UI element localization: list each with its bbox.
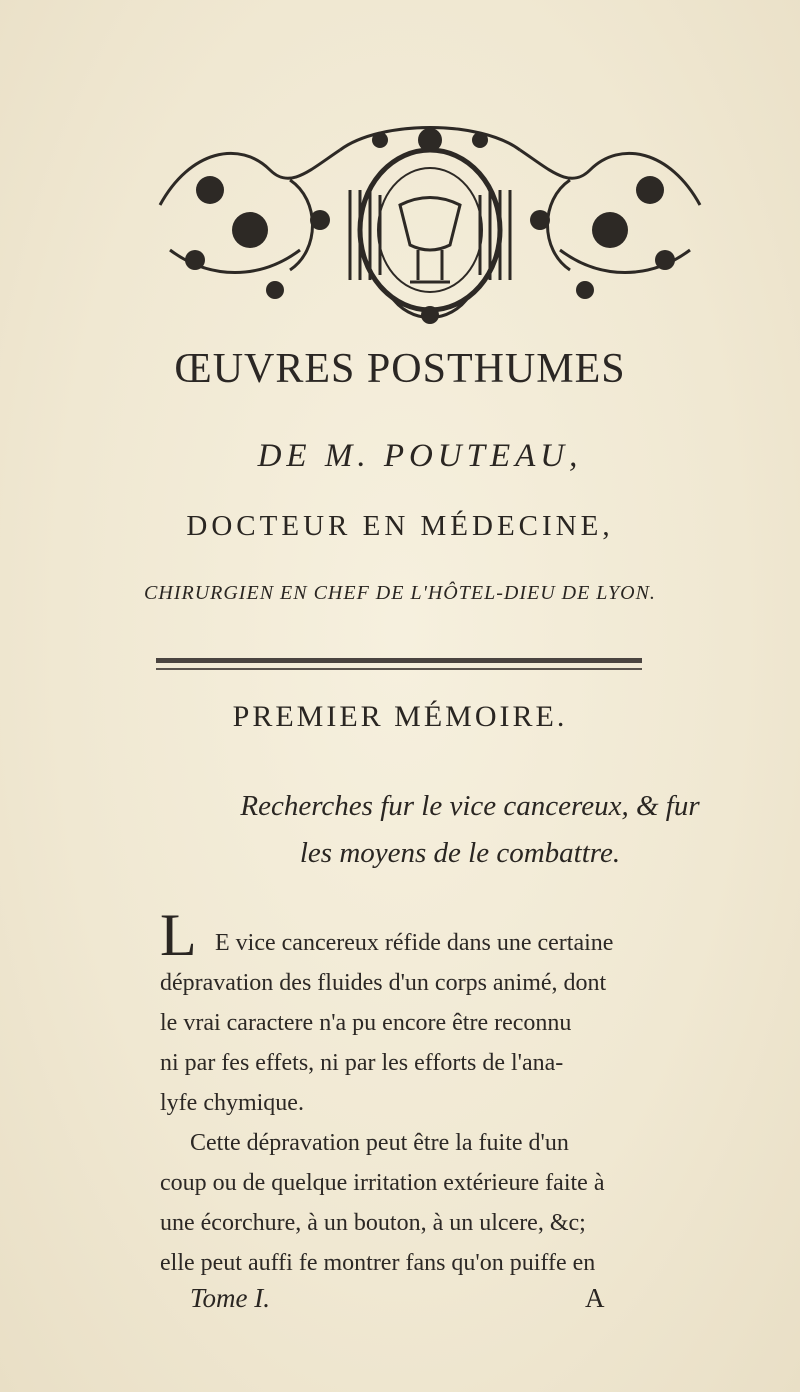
footer-signature: A — [585, 1283, 605, 1313]
title-degree: DOCTEUR EN MÉDECINE, — [186, 510, 614, 542]
body-line: dépravation des fluides d'un corps animé, dont — [160, 970, 607, 996]
footer-tome: Tome I. — [190, 1283, 271, 1313]
body-line: le vrai caractere n'a pu encore être reconnu — [160, 1010, 572, 1036]
body-line: lyfe chymique. — [160, 1090, 304, 1116]
body-line: coup ou de quelque irritation extérieure faite à — [160, 1170, 605, 1196]
divider-thin — [156, 668, 642, 670]
floral-ornament-icon — [150, 110, 710, 330]
section-heading: PREMIER MÉMOIRE. — [232, 700, 568, 733]
subtitle-line-1: Recherches fur le vice cancereux, & fur — [240, 790, 700, 822]
body-line: elle peut auffi fe montrer fans qu'on puiffe en — [160, 1250, 596, 1276]
body-line: E vice cancereux réfide dans une certaine — [215, 930, 614, 956]
title-position: CHIRURGIEN EN CHEF DE L'HÔTEL-DIEU DE LYON. — [144, 582, 656, 604]
divider-thick — [156, 658, 642, 663]
body-line: ni par fes effets, ni par les efforts de l'ana- — [160, 1050, 564, 1076]
body-line: une écorchure, à un bouton, à un ulcere, &c; — [160, 1210, 586, 1236]
subtitle-line-2: les moyens de le combattre. — [299, 837, 621, 869]
drop-cap: L — [160, 902, 197, 968]
body-line: Cette dépravation peut être la fuite d'un — [190, 1130, 569, 1156]
title-main: ŒUVRES POSTHUMES — [174, 346, 626, 392]
title-author: DE M. POUTEAU, — [257, 438, 583, 474]
